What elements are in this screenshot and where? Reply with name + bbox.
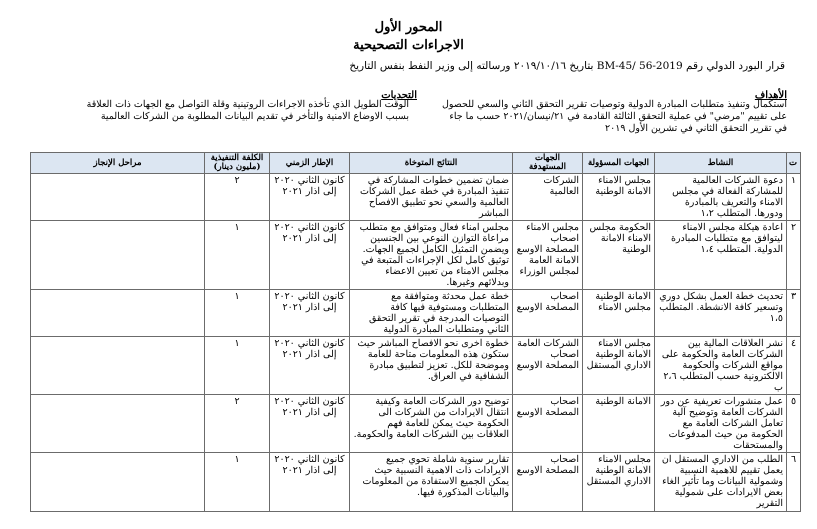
cell-num: ١ <box>787 174 801 221</box>
cell-target: اصحاب المصلحة الاوسع <box>513 395 583 453</box>
cell-results: مجلس امناء فعال ومتوافق مع متطلب مراعاة التوازن النوعي بين الجنسين ويضمن التمثيل الكامل لجميع الجهات. توثيق كامل لكل الإجراءات المتبعة في مجلس الامناء من تعيين الاعضاء وبدلائهم وغيرها. <box>350 221 513 290</box>
challenges-heading: التحديات <box>381 90 417 101</box>
cell-responsible: الحكومة مجلس الامناء الامانة الوطنية <box>583 221 655 290</box>
cell-target: الشركات العالمية <box>513 174 583 221</box>
cell-stage <box>31 395 205 453</box>
cell-timeframe: كانون الثاني ٢٠٢٠ إلى اذار ٢٠٢١ <box>270 395 350 453</box>
cell-cost: ١ <box>205 290 270 337</box>
cell-timeframe: كانون الثاني ٢٠٢٠ إلى اذار ٢٠٢١ <box>270 453 350 512</box>
cell-activity: نشر العلاقات المالية بين الشركات العامة والحكومة على مواقع الشركات والحكومة الالكترونية حسب المتطلب ٢،٦ ب <box>655 337 787 395</box>
cell-num: ٣ <box>787 290 801 337</box>
cell-results: توضيح دور الشركات العامة وكيفية انتقال الايرادات من الشركات الى الحكومة حيث يمكن للعامة فهم العلاقات بين الشركات العامة والحكومة. <box>350 395 513 453</box>
cell-responsible: مجلس الامناء الامانة الوطنية الاداري المستقل <box>583 453 655 512</box>
cell-activity: اعادة هيكلة مجلس الامناء ليتوافق مع متطلبات المبادرة الدولية. المتطلب ١،٤ <box>655 221 787 290</box>
cell-num: ٥ <box>787 395 801 453</box>
cell-cost: ١ <box>205 337 270 395</box>
cell-timeframe: كانون الثاني ٢٠٢٠ إلى اذار ٢٠٢١ <box>270 337 350 395</box>
cell-stage <box>31 221 205 290</box>
action-plan-table <box>30 152 801 512</box>
cell-target: مجلس الامناء اصحاب المصلحة الاوسع الامانة العامة لمجلس الوزراء <box>513 221 583 290</box>
cell-responsible: الامانة الوطنية مجلس الامناء <box>583 290 655 337</box>
cell-timeframe: كانون الثاني ٢٠٢٠ إلى اذار ٢٠٢١ <box>270 174 350 221</box>
cell-stage <box>31 290 205 337</box>
cell-activity: تحديث خطة العمل بشكل دوري وتسعير كافة الانشطة. المتطلب ١،٥ <box>655 290 787 337</box>
cell-activity: عمل منشورات تعريفية عن دور الشركات العامة وتوضيح آلية تعامل الشركات العامة مع الحكومة من حيث المدفوعات والمستحقات <box>655 395 787 453</box>
table-row <box>31 174 801 221</box>
cell-results: خطة عمل محدثة ومتوافقة مع المتطلبات ومستوفية فيها كافة التوصيات المدرجة في تقرير التحقق الثاني ومتطلبات المبادرة الدولية <box>350 290 513 337</box>
header-timeframe: الإطار الزمني <box>270 153 350 174</box>
cell-cost: ١ <box>205 221 270 290</box>
cell-stage <box>31 453 205 512</box>
cell-activity: الطلب من الاداري المستقل ان يعمل تقييم للاهمية النسبية وشمولية البيانات وما تأثير الغاء بعض الايرادات على شمولية التقرير <box>655 453 787 512</box>
cell-cost: ٢ <box>205 395 270 453</box>
cell-target: الشركات العامة اصحاب المصلحة الاوسع <box>513 337 583 395</box>
cell-timeframe: كانون الثاني ٢٠٢٠ إلى اذار ٢٠٢١ <box>270 221 350 290</box>
axis-title: المحور الأول <box>374 20 443 35</box>
decision-reference: قرار البورد الدولي رقم BM-45/ 56-2019 بتاريخ ٢٠١٩/١٠/١٦ ورسالته إلى وزير النفط بنفس التاريخ <box>349 60 785 72</box>
goals-heading: الأهداف <box>754 90 787 101</box>
cell-responsible: الامانة الوطنية <box>583 395 655 453</box>
cell-results: ضمان تضمين خطوات المشاركة في تنفيذ المبادرة في خطة عمل الشركات العالمية والسعي نحو تطبيق الافصاح المباشر <box>350 174 513 221</box>
cell-cost: ٢ <box>205 174 270 221</box>
table-row <box>31 221 801 290</box>
header-cost: الكلفة التنفيذية (مليون دينار) <box>205 153 270 174</box>
header-responsible: الجهات المسؤولة <box>583 153 655 174</box>
cell-stage <box>31 337 205 395</box>
cell-num: ٢ <box>787 221 801 290</box>
table-row <box>31 395 801 453</box>
cell-cost: ١ <box>205 453 270 512</box>
header-activity: النشاط <box>655 153 787 174</box>
table-row <box>31 453 801 512</box>
cell-num: ٤ <box>787 337 801 395</box>
cell-results: خطوة اخرى نحو الافصاح المباشر حيث ستكون هذه المعلومات متاحة للعامة وموضحة للكل. تعزيز لتطبيق مبادرة الشفافية في العراق. <box>350 337 513 395</box>
cell-responsible: مجلس الامناء الامانة الوطنية <box>583 174 655 221</box>
cell-responsible: مجلس الامناء الامانة الوطنية الاداري المستقل <box>583 337 655 395</box>
challenges-text: الوقت الطويل الذي تأخذه الاجراءات الروتينية وقلة التواصل مع الجهات ذات العلاقة بسبب الاوضاع الامنية والتأخر في تقديم البيانات المطلوبة من الشركات العالمية <box>86 99 409 122</box>
table-header-row <box>31 153 801 174</box>
cell-target: اصحاب المصلحة الاوسع <box>513 290 583 337</box>
table-row <box>31 290 801 337</box>
cell-results: تقارير سنوية شاملة تحوي جميع الايرادات ذات الاهمية النسبية حيث يمكن الجميع الاستفادة من المعلومات والبيانات المذكورة فيها. <box>350 453 513 512</box>
cell-target: اصحاب المصلحة الاوسع <box>513 453 583 512</box>
cell-activity: دعوة الشركات العالمية للمشاركة الفعالة في مجلس الامناء والتعريف بالمبادرة ودورها. المتطلب ١،٢ <box>655 174 787 221</box>
header-results: النتائج المتوخاة <box>350 153 513 174</box>
section-title: الاجراءات التصحيحية <box>353 38 464 53</box>
goals-text: استكمال وتنفيذ متطلبات المبادرة الدولية وتوصيات تقرير التحقق الثاني والسعي للحصول على تقييم "مرضي" في عملية التحقق الثالثة القادمة في ٢١/نيسان/٢٠٢١ حسب ما جاء في تقرير التحقق الثاني في تشرين الأول ٢٠١٩ <box>441 99 787 134</box>
header-target: الجهات المستهدفة <box>513 153 583 174</box>
cell-stage <box>31 174 205 221</box>
table-row <box>31 337 801 395</box>
header-num: ت <box>787 153 801 174</box>
cell-timeframe: كانون الثاني ٢٠٢٠ إلى اذار ٢٠٢١ <box>270 290 350 337</box>
cell-num: ٦ <box>787 453 801 512</box>
header-stage: مراحل الإنجاز <box>31 153 205 174</box>
